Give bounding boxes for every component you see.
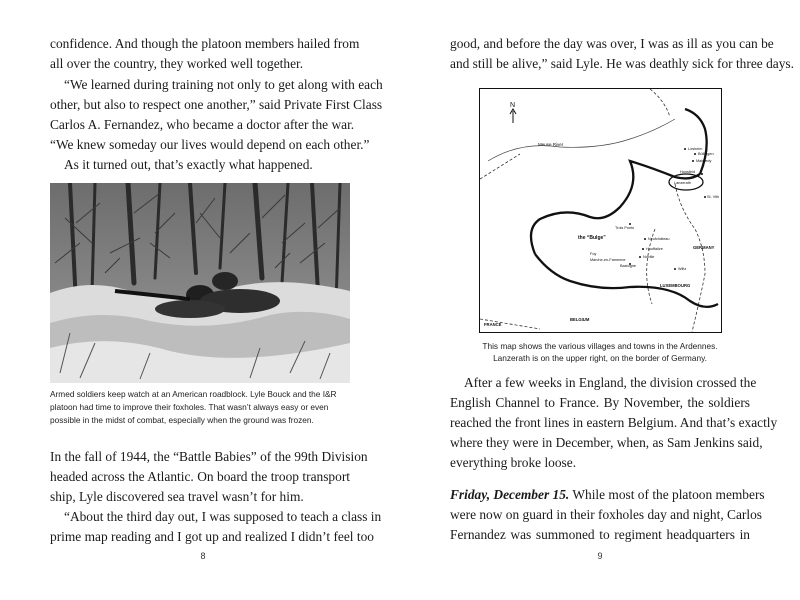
dated-entry-date: Friday, December 15.: [450, 487, 570, 502]
body-line: where they were in December, when, as Sam Jenkins said,: [450, 435, 763, 450]
right-page-lower: [400, 0, 800, 600]
meuse-river-label: Meuse River: [538, 142, 564, 147]
town-houffalize: Houffalize: [646, 247, 663, 251]
country-luxembourg: LUXEMBOURG: [660, 283, 691, 288]
body-line: prime map reading and I got up and realized I didn’t feel too: [50, 529, 374, 544]
bulge-label: the “Bulge”: [578, 235, 606, 241]
map-caption-line: Lanzerath is on the upper right, on the border of Germany.: [493, 353, 707, 363]
town-wiltz: Wiltz: [678, 267, 687, 271]
north-label: N: [510, 102, 516, 109]
body-line: “About the third day out, I was supposed to teach a class in: [64, 509, 382, 524]
town-bastogne: Bastogne: [620, 264, 637, 268]
map-caption-line: This map shows the various villages and towns in the Ardennes.: [482, 341, 718, 351]
page-number: 9: [597, 551, 603, 561]
town-malmedy: Malmedy: [696, 159, 712, 163]
soldiers-photo: [50, 183, 350, 383]
photo-caption-line: Armed soldiers keep watch at an American roadblock. Lyle Bouck and the I&R: [50, 389, 337, 399]
country-france: FRANCE: [484, 322, 502, 327]
town-bullingen: Büllingen: [698, 152, 714, 156]
body-line: ship, Lyle discovered sea travel wasn’t for him.: [50, 489, 304, 504]
town-foy: Foy: [590, 252, 597, 256]
body-line: other, but also to respect one another,” said Private First Class: [50, 97, 383, 112]
town-st-vith: St. Vith: [707, 195, 720, 199]
body-line: “We learned during training not only to get along with each: [64, 77, 383, 92]
soldiers-photo-illustration: [50, 183, 350, 383]
body-line: Fernandez was summoned to regiment headquarters in: [450, 527, 750, 542]
body-line: everything broke loose.: [450, 455, 577, 470]
body-line: and still be alive,” said Lyle. He was deathly sick for three days.: [450, 56, 794, 71]
body-line: confidence. And though the platoon members hailed from: [50, 36, 360, 51]
body-line: As it turned out, that’s exactly what happened.: [64, 157, 313, 172]
dated-entry-text: While most of the platoon members: [569, 487, 765, 502]
photo-caption-line: possible in the midst of combat, especially when the ground was frozen.: [50, 415, 314, 425]
town-honsfeld: Honsfeld: [680, 170, 695, 174]
country-germany: GERMANY: [693, 245, 715, 250]
body-line: In the fall of 1944, the “Battle Babies” of the 99th Division: [50, 449, 368, 464]
town-neufchateau: Neufchâteau: [648, 237, 670, 241]
body-line: good, and before the day was over, I was as ill as you can be: [450, 36, 774, 51]
body-line: “We knew someday our lives would depend on each other.”: [50, 137, 370, 152]
dated-entry-line: [450, 487, 765, 503]
page-number: 8: [200, 551, 206, 561]
body-line: reached the front lines in eastern Belgium. And that’s exactly: [450, 415, 778, 430]
country-belgium: BELGIUM: [570, 317, 590, 322]
body-line: English Channel to France. By November, the soldiers: [450, 395, 750, 410]
town-trois-ponts: Trois Ponts: [615, 226, 635, 230]
body-line: headed across the Atlantic. On board the troop transport: [50, 469, 350, 484]
body-line: all over the country, they worked well together.: [50, 56, 304, 71]
photo-caption-line: platoon had time to improve their foxholes. That wasn’t always easy or even: [50, 402, 329, 412]
body-line: were now on guard in their foxholes day and night, Carlos: [450, 507, 763, 522]
town-marche: Marche-en-Famenne: [590, 258, 626, 262]
body-line: Carlos A. Fernandez, who became a doctor after the war.: [50, 117, 355, 132]
body-line: After a few weeks in England, the division crossed the: [464, 375, 757, 390]
town-lanzerath: Lanzerath: [674, 181, 691, 185]
town-losheim: Losheim: [688, 147, 703, 151]
town-noville: Noville: [643, 255, 655, 259]
